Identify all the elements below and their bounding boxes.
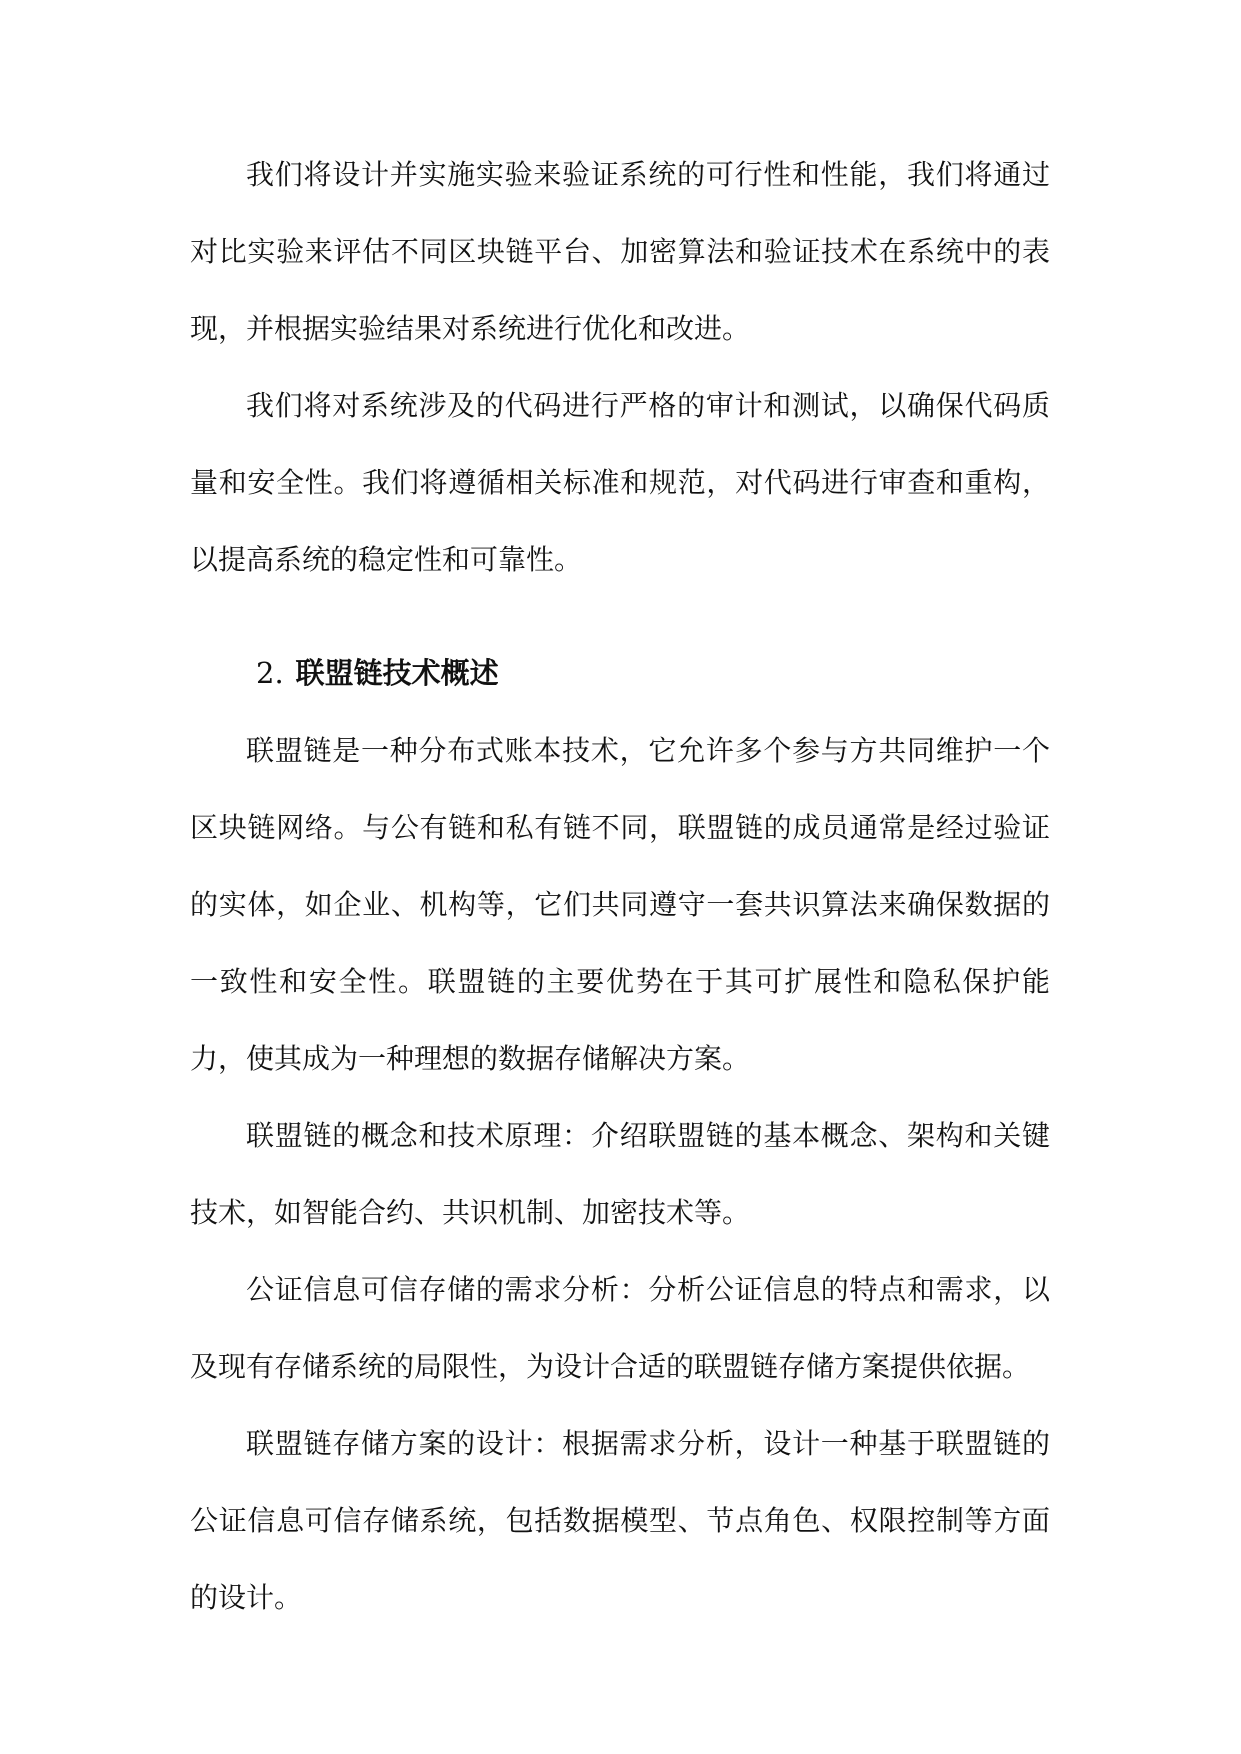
paragraph-storage-design: 联盟链存储方案的设计：根据需求分析，设计一种基于联盟链的公证信息可信存储系统，包括数据模型、节点角色、权限控制等方面的设计。 [190, 1427, 1050, 1614]
paragraph-experiment: 我们将设计并实施实验来验证系统的可行性和性能，我们将通过对比实验来评估不同区块链平台、加密算法和验证技术在系统中的表现，并根据实验结果对系统进行优化和改进。 [190, 158, 1050, 345]
document-body [190, 136, 1050, 1636]
paragraph-code-audit: 我们将对系统涉及的代码进行严格的审计和测试，以确保代码质量和安全性。我们将遵循相关标准和规范，对代码进行审查和重构，以提高系统的稳定性和可靠性。 [190, 389, 1050, 576]
paragraph-consortium-intro: 联盟链是一种分布式账本技术，它允许多个参与方共同维护一个区块链网络。与公有链和私有链不同，联盟链的成员通常是经过验证的实体，如企业、机构等，它们共同遵守一套共识算法来确保数据的一致性和安全性。联盟链的主要优势在于其可扩展性和隐私保护能力，使其成为一种理想的数据存储解决方案。 [190, 734, 1050, 1075]
section-heading [190, 635, 1050, 712]
section-title: 联盟链技术概述 [295, 656, 499, 690]
section-number: 2. [256, 656, 284, 690]
paragraph-concept-principles: 联盟链的概念和技术原理：介绍联盟链的基本概念、架构和关键技术，如智能合约、共识机制、加密技术等。 [190, 1119, 1050, 1229]
paragraph-requirements-analysis: 公证信息可信存储的需求分析：分析公证信息的特点和需求，以及现有存储系统的局限性，为设计合适的联盟链存储方案提供依据。 [190, 1273, 1050, 1383]
